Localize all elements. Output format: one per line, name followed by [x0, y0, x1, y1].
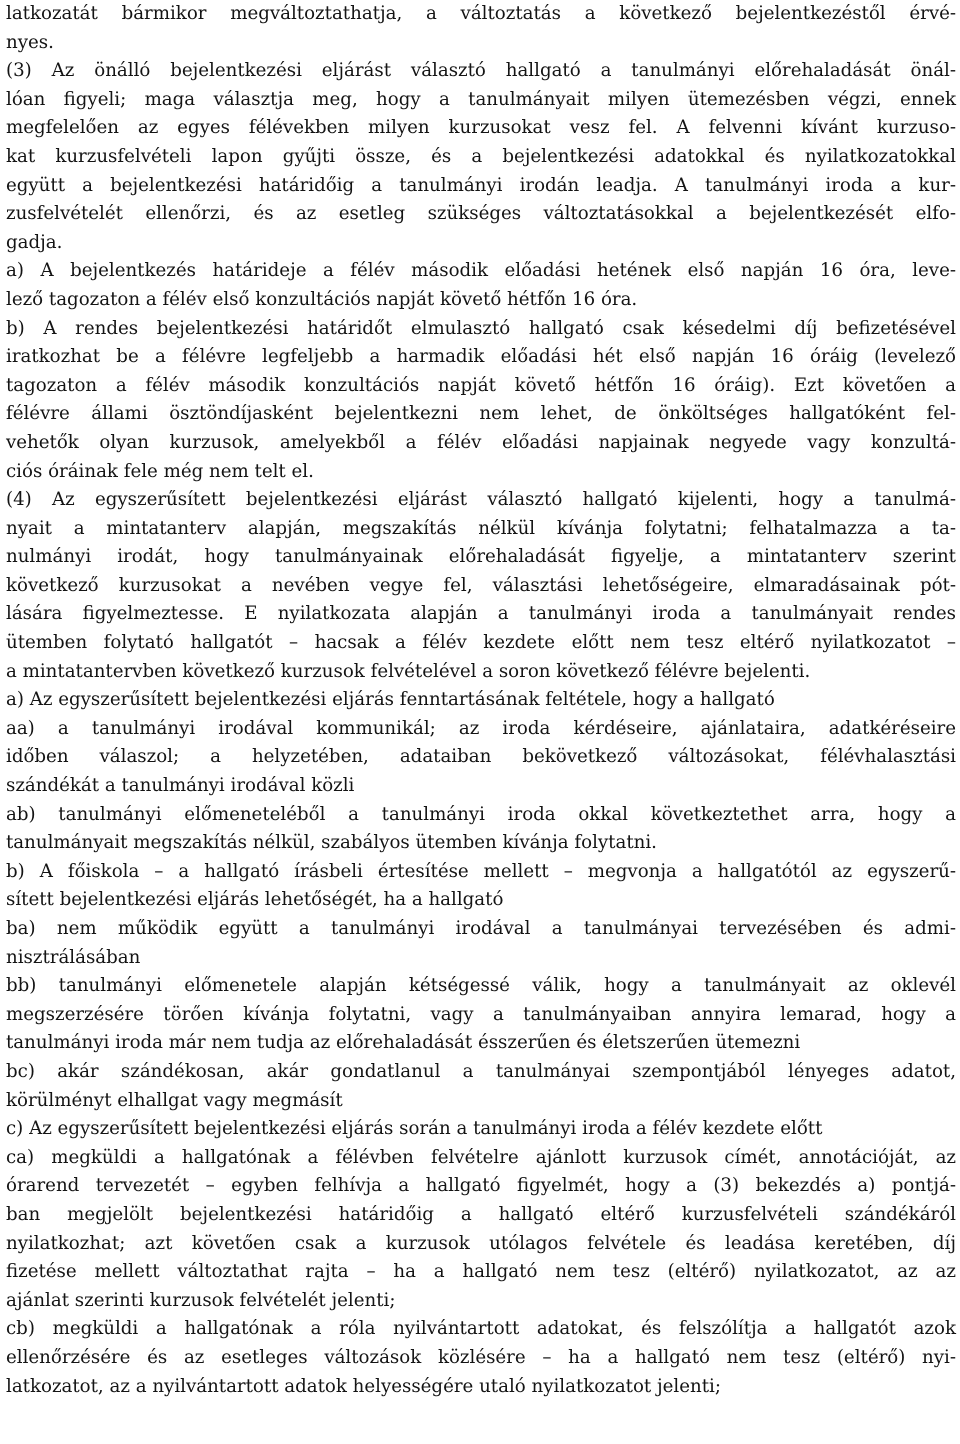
text-line: tanulmányi iroda már nem tudja az előrehaladását ésszerűen és életszerűen ütemezni	[6, 1032, 801, 1054]
text-line: vehetők olyan kurzusok, amelyekből a félév előadási napjainak negyede vagy konzultá-	[6, 431, 956, 453]
text-line: a mintatantervben következő kurzusok felvételével a soron következő félévre bejelenti.	[6, 660, 811, 682]
text-line: ca) megküldi a hallgatónak a félévben felvételre ajánlott kurzusok címét, annotációját, az	[6, 1146, 956, 1168]
text-line: (3) Az önálló bejelentkezési eljárást választó hallgató a tanulmányi előrehaladását önál-	[6, 60, 956, 82]
text-line: fizetése mellett változtathat rajta – ha a hallgató nem tesz (eltérő) nyilatkozatot, az az	[6, 1261, 956, 1283]
text-line: sített bejelentkezési eljárás lehetőségét, ha a hallgató	[6, 889, 504, 911]
text-line: kat kurzusfelvételi lapon gyűjti össze, és a bejelentkezési adatokkal és nyilatkozatokkal	[6, 145, 956, 167]
text-line: nyes.	[6, 31, 54, 53]
text-line: ellenőrzésére és az esetleges változások közlésére – ha a hallgató nem tesz (eltérő) nyi-	[6, 1346, 956, 1368]
text-line: következő kurzusokat a nevében vegye fel, választási lehetőségeire, elmaradásainak pót-	[6, 574, 956, 596]
text-line: aa) a tanulmányi irodával kommunikál; az iroda kérdéseire, ajánlataira, adatkéréseire	[6, 717, 956, 739]
text-line: c) Az egyszerűsített bejelentkezési eljárás során a tanulmányi iroda a félév kezdete előtt	[6, 1118, 823, 1140]
text-line: tagozaton a félév második konzultációs napját követő hétfőn 16 óráig). Ezt követően a	[6, 374, 956, 396]
text-line: zusfelvételét ellenőrzi, és az esetleg szükséges változtatásokkal a bejelentkezését elfo-	[6, 203, 956, 225]
text-line: megfelelően az egyes félévekben milyen kurzusokat vesz fel. A felvenni kívánt kurzuso-	[6, 117, 956, 139]
text-line: szándékát a tanulmányi irodával közli	[6, 775, 355, 797]
text-line: nyait a mintatanterv alapján, megszakítás nélkül kívánja folytatni; felhatalmazza a ta-	[6, 517, 956, 539]
text-line: lóan figyeli; maga választja meg, hogy a tanulmányait milyen ütemezésben végzi, ennek	[6, 88, 956, 110]
text-line: ab) tanulmányi előmeneteléből a tanulmányi iroda okkal következtethet arra, hogy a	[6, 803, 956, 825]
text-line: a) A bejelentkezés határideje a félév második előadási hetének első napján 16 óra, leve-	[6, 260, 956, 282]
text-line: lására figyelmeztesse. E nyilatkozata alapján a tanulmányi iroda a tanulmányait rendes	[6, 603, 956, 625]
text-line: a) Az egyszerűsített bejelentkezési eljárás fenntartásának feltétele, hogy a hallgató	[6, 689, 775, 711]
text-line: gadja.	[6, 231, 63, 253]
text-line: bc) akár szándékosan, akár gondatlanul a tanulmányai szempontjából lényeges adatot,	[6, 1060, 956, 1082]
text-line: b) A főiskola – a hallgató írásbeli értesítése mellett – megvonja a hallgatótól az egyszerű-	[6, 860, 956, 882]
text-line: nulmányi irodát, hogy tanulmányainak előrehaladását figyelje, a mintatanterv szerint	[6, 546, 956, 568]
text-line: időben válaszol; a helyzetében, adataiban bekövetkező változásokat, félévhalasztási	[6, 746, 956, 768]
text-line: tanulmányait megszakítás nélkül, szabályos ütemben kívánja folytatni.	[6, 832, 657, 854]
text-line: bb) tanulmányi előmenetele alapján kétségessé válik, hogy a tanulmányait az oklevél	[6, 975, 956, 997]
text-line: cb) megküldi a hallgatónak a róla nyilvántartott adatokat, és felszólítja a hallgatót azok	[6, 1318, 956, 1340]
text-line: félévre állami ösztöndíjasként bejelentkezni nem lehet, de önköltséges hallgatóként fel-	[6, 403, 956, 425]
text-line: ütemben folytató hallgatót – hacsak a félév kezdete előtt nem tesz eltérő nyilatkozatot –	[6, 632, 956, 654]
text-line: nisztrálásában	[6, 946, 141, 968]
document-page	[6, 0, 956, 1401]
text-line: órarend tervezetét – egyben felhívja a hallgató figyelmét, hogy a (3) bekezdés a) pontjá-	[6, 1175, 956, 1197]
text-line: megszerzésére törően kívánja folytatni, vagy a tanulmányaiban annyira lemarad, hogy a	[6, 1003, 956, 1025]
text-line: ajánlat szerinti kurzusok felvételét jelenti;	[6, 1289, 396, 1311]
text-line: latkozatot, az a nyilvántartott adatok helyességére utaló nyilatkozatot jelenti;	[6, 1375, 721, 1397]
text-line: (4) Az egyszerűsített bejelentkezési eljárást választó hallgató kijelenti, hogy a tanulmá-	[6, 489, 956, 511]
text-line: ban megjelölt bejelentkezési határidőig a hallgató eltérő kurzusfelvételi szándékáról	[6, 1203, 956, 1225]
text-line: ba) nem működik együtt a tanulmányi irodával a tanulmányai tervezésében és admi-	[6, 918, 956, 939]
text-line: körülményt elhallgat vagy megmásít	[6, 1089, 343, 1111]
text-line: lező tagozaton a félév első konzultációs napját követő hétfőn 16 óra.	[6, 288, 638, 310]
text-line: nyilatkozhat; azt követően csak a kurzusok utólagos felvétele és leadása keretében, díj	[6, 1232, 956, 1254]
text-line: ciós óráinak fele még nem telt el.	[6, 460, 314, 482]
text-line: latkozatát bármikor megváltoztathatja, a változtatás a következő bejelentkezéstől érvé-	[6, 3, 956, 24]
text-line: iratkozhat be a félévre legfeljebb a harmadik előadási hét első napján 16 óráig (levelező	[6, 346, 956, 368]
text-line: b) A rendes bejelentkezési határidőt elmulasztó hallgató csak késedelmi díj befizetésével	[6, 317, 956, 339]
text-line: együtt a bejelentkezési határidőig a tanulmányi irodán leadja. A tanulmányi iroda a kur-	[6, 174, 956, 196]
